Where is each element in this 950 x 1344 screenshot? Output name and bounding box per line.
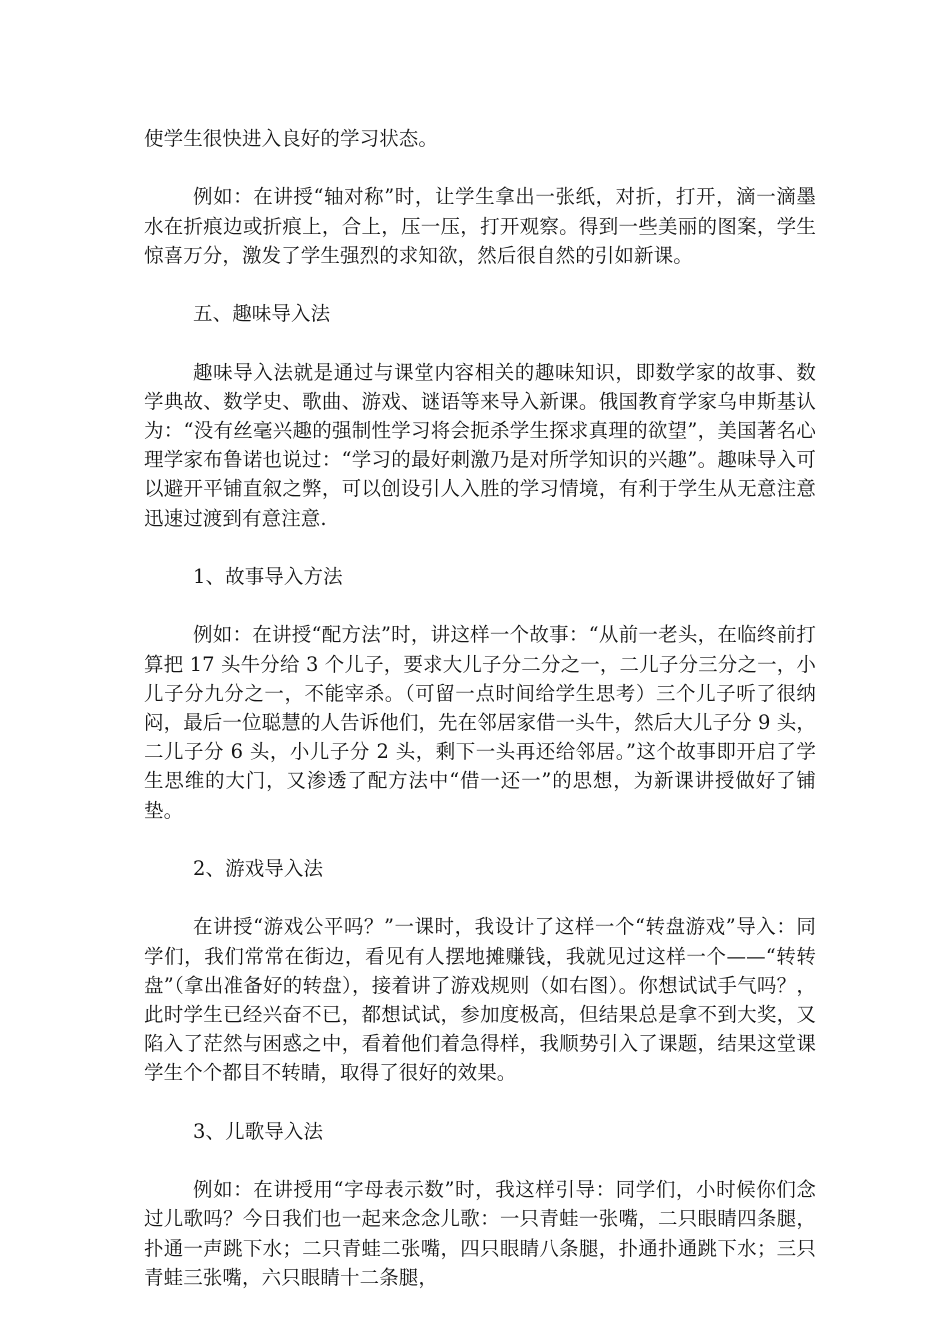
paragraph-story-example: 例如：在讲授“配方法”时，讲这样一个故事：“从前一老头，在临终前打算把 17 头牛分给 3 个儿子，要求大儿子分二分之一，二儿子分三分之一，小儿子分九分之一，不能宰杀。（可留一点时间给学生思考）三个儿子听了很纳闷，最后一位聪慧的人告诉他们，先在邻居家借一头牛，然后大儿子分 9 头，二儿子分 6 头，小儿子分 2 头，剩下一头再还给邻居。”这个故事即开启了学生思维的大门，又渗透了配方法中“借一还一”的思想，为新课讲授做好了铺垫。	[144, 623, 816, 822]
paragraph-song-example: 例如：在讲授用“字母表示数”时，我这样引导：同学们，小时候你们念过儿歌吗？今日我们也一起来念念儿歌：一只青蛙一张嘴，二只眼睛四条腿，扑通一声跳下水；二只青蛙二张嘴，四只眼睛八条腿，扑通扑通跳下水；三只青蛙三张嘴，六只眼睛十二条腿，	[144, 1178, 816, 1289]
paragraph-continued: 使学生很快进入良好的学习状态。	[144, 127, 439, 150]
document-body	[144, 124, 816, 1321]
subheading-game-intro: 2、游戏导入法	[193, 856, 324, 880]
paragraph-axis-symmetry-example: 例如：在讲授“轴对称”时，让学生拿出一张纸，对折，打开，滴一滴墨水在折痕边或折痕上，合上，压一压，打开观察。得到一些美丽的图案，学生惊喜万分，激发了学生强烈的求知欲，然后很自然的引如新课。	[144, 185, 816, 267]
subheading-story-intro: 1、故事导入方法	[193, 564, 343, 588]
subheading-song-intro: 3、儿歌导入法	[193, 1119, 324, 1143]
paragraph-fun-intro: 趣味导入法就是通过与课堂内容相关的趣味知识，即数学家的故事、数学典故、数学史、歌曲、游戏、谜语等来导入新课。俄国教育学家乌申斯基认为：“没有丝毫兴趣的强制性学习将会扼杀学生探求真理的欲望”，美国著名心理学家布鲁诺也说过：“学习的最好刺激乃是对所学知识的兴趣”。趣味导入可以避开平铺直叙之弊，可以创设引人入胜的学习情境，有利于学生从无意注意迅速过渡到有意注意.	[144, 360, 816, 530]
section-heading-fun-intro: 五、趣味导入法	[193, 302, 331, 326]
paragraph-game-example: 在讲授“游戏公平吗？”一课时，我设计了这样一个“转盘游戏”导入：同学们，我们常常在街边，看见有人摆地摊赚钱，我就见过这样一个——“转转盘”（拿出准备好的转盘），接着讲了游戏规则（如右图）。你想试试手气吗？，此时学生已经兴奋不已，都想试试，参加度极高，但结果总是拿不到大奖，又陷入了茫然与困惑之中，看着他们着急得样，我顺势引入了课题，结果这堂课学生个个都目不转睛，取得了很好的效果。	[144, 915, 816, 1085]
